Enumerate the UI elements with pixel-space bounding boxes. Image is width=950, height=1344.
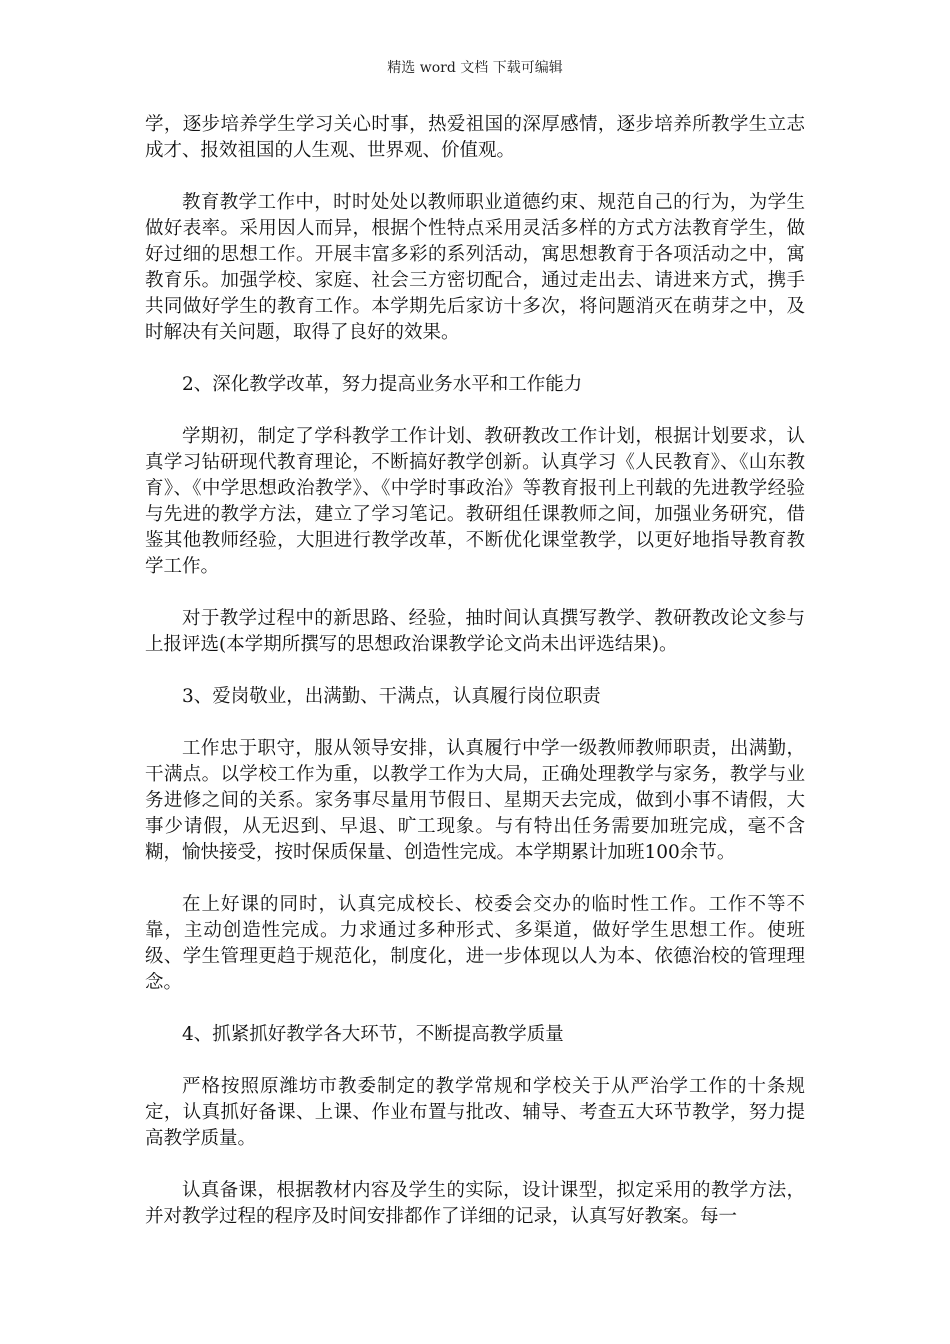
paragraph-papers: 对于教学过程中的新思路、经验，抽时间认真撰写教学、教研教改论文参与上报评选(本学期所撰写的思想政治课教学论文尚未出评选结果)。 <box>145 608 805 655</box>
section-heading-3: 3、爱岗敬业，出满勤、干满点，认真履行岗位职责 <box>182 686 601 707</box>
page-header: 精选 word 文档 下载可编辑 <box>387 60 563 76</box>
paragraph-teaching-regulations: 严格按照原潍坊市教委制定的教学常规和学校关于从严治学工作的十条规定，认真抓好备课、上课、作业布置与批改、辅导、考查五大环节教学，努力提高教学质量。 <box>145 1076 805 1149</box>
paragraph-extra-work: 在上好课的同时，认真完成校长、校委会交办的临时性工作。工作不等不靠，主动创造性完成。力求通过多种形式、多渠道，做好学生思想工作。使班级、学生管理更趋于规范化，制度化，进一步体现以人为本、依德治校的管理理念。 <box>145 894 805 993</box>
paragraph-duty: 工作忠于职守，服从领导安排，认真履行中学一级教师教师职责，出满勤，干满点。以学校工作为重，以教学工作为大局，正确处理教学与家务，教学与业务进修之间的关系。家务事尽量用节假日、星期天去完成，做到小事不请假，大事少请假，从无迟到、早退、旷工现象。与有特出任务需要加班完成，毫不含糊，愉快接受，按时保质保量、创造性完成。本学期累计加班100余节。 <box>145 738 805 863</box>
section-heading-2: 2、深化教学改革，努力提高业务水平和工作能力 <box>182 374 583 395</box>
paragraph-continuation: 学，逐步培养学生学习关心时事，热爱祖国的深厚感情，逐步培养所教学生立志成才、报效祖国的人生观、世界观、价值观。 <box>145 114 805 161</box>
paragraph-moral-education: 教育教学工作中，时时处处以教师职业道德约束、规范自己的行为，为学生做好表率。采用因人而异，根据个性特点采用灵活多样的方式方法教育学生，做好过细的思想工作。开展丰富多彩的系列活动，寓思想教育于各项活动之中，寓教育乐。加强学校、家庭、社会三方密切配合，通过走出去、请进来方式，携手共同做好学生的教育工作。本学期先后家访十多次，将问题消灭在萌芽之中，及时解决有关问题，取得了良好的效果。 <box>145 192 805 343</box>
document-body <box>145 112 805 1256</box>
section-heading-4: 4、抓紧抓好教学各大环节，不断提高教学质量 <box>182 1024 564 1045</box>
paragraph-lesson-prep: 认真备课，根据教材内容及学生的实际，设计课型，拟定采用的教学方法，并对教学过程的程序及时间安排都作了详细的记录，认真写好教案。每一 <box>145 1180 805 1227</box>
paragraph-teaching-plan: 学期初，制定了学科教学工作计划、教研教改工作计划，根据计划要求，认真学习钻研现代教育理论，不断搞好教学创新。认真学习《人民教育》、《山东教育》、《中学思想政治教学》、《中学时事政治》等教育报刊上刊载的先进教学经验与先进的教学方法，建立了学习笔记。教研组任课教师之间，加强业务研究，借鉴其他教师经验，大胆进行教学改革，不断优化课堂教学，以更好地指导教育教学工作。 <box>145 426 805 577</box>
